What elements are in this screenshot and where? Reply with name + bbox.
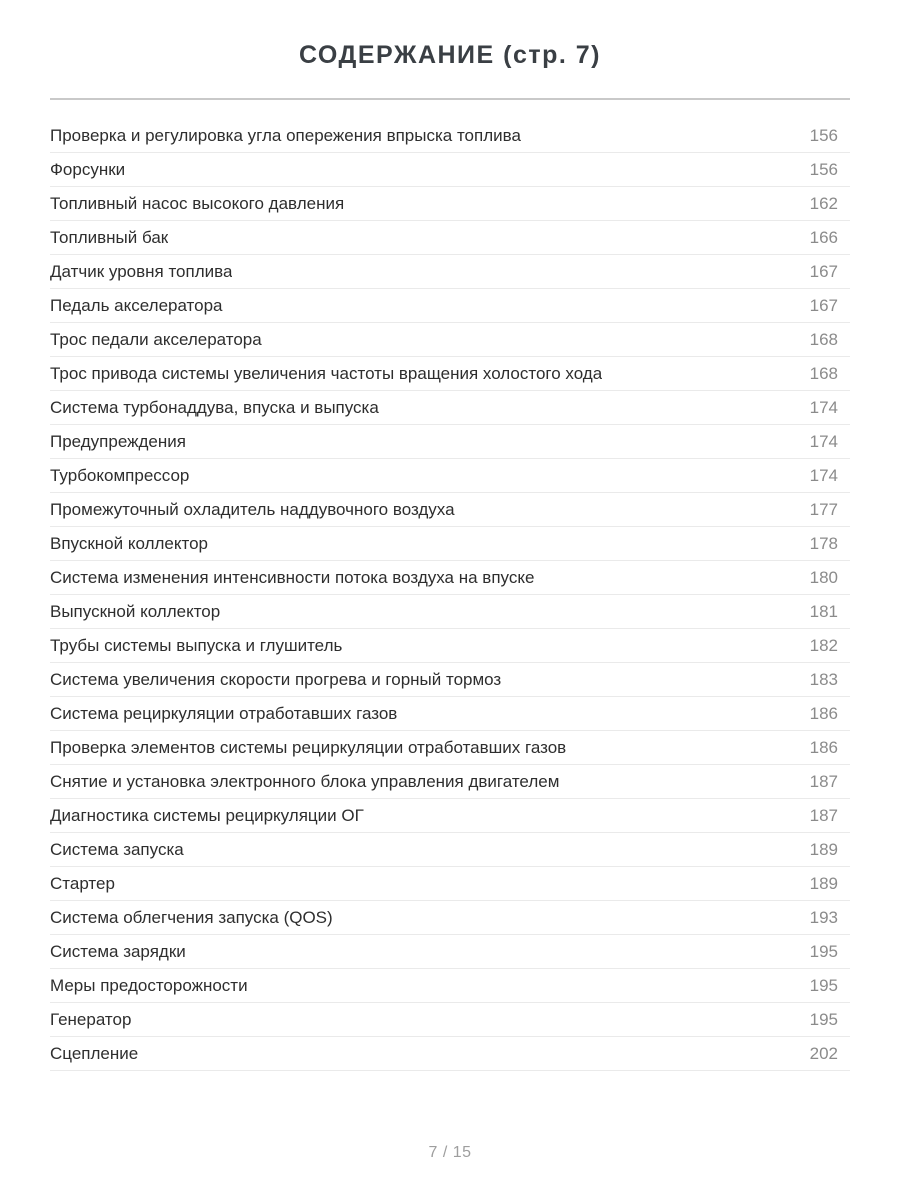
toc-entry[interactable] [50, 595, 850, 629]
toc-entry[interactable] [50, 255, 850, 289]
toc-entry-label: Топливный бак [50, 227, 169, 247]
page-indicator: 7 / 15 [428, 1144, 472, 1161]
toc-entry-page-number: 168 [809, 363, 838, 383]
toc-entry-label: Снятие и установка электронного блока управления двигателем [50, 771, 560, 791]
toc-entry-label: Генератор [50, 1009, 132, 1029]
toc-entry[interactable] [50, 425, 850, 459]
toc-entry-label: Форсунки [50, 159, 126, 179]
toc-entry-page-number: 186 [809, 737, 838, 757]
toc-entry-label: Сцепление [50, 1043, 139, 1063]
toc-entry[interactable] [50, 527, 850, 561]
toc-entry-label: Трос педали акселератора [50, 329, 262, 349]
toc-entry-page-number: 177 [809, 499, 838, 519]
toc-entry-label: Датчик уровня топлива [50, 261, 233, 281]
toc-entry[interactable] [50, 935, 850, 969]
toc-entry[interactable] [50, 323, 850, 357]
toc-entry-page-number: 187 [809, 805, 838, 825]
toc-entry-page-number: 195 [809, 941, 838, 961]
toc-entry-label: Предупреждения [50, 431, 186, 451]
toc-entry-label: Топливный насос высокого давления [50, 193, 345, 213]
toc-entry[interactable] [50, 493, 850, 527]
toc-entry-label: Турбокомпрессор [50, 465, 190, 485]
toc-entry-page-number: 156 [809, 159, 838, 179]
toc-entry-label: Система облегчения запуска (QOS) [50, 907, 333, 927]
toc-entry-label: Система запуска [50, 839, 184, 859]
toc-entry-label: Проверка элементов системы рециркуляции отработавших газов [50, 737, 567, 757]
toc-entry[interactable] [50, 1037, 850, 1071]
toc-entry-page-number: 162 [809, 193, 838, 213]
toc-entry[interactable] [50, 289, 850, 323]
toc-entry-label: Система увеличения скорости прогрева и горный тормоз [50, 669, 502, 689]
toc-entry[interactable] [50, 867, 850, 901]
toc-entry-page-number: 174 [809, 431, 838, 451]
toc-entry-label: Система турбонаддува, впуска и выпуска [50, 397, 379, 417]
toc-entry-page-number: 182 [809, 635, 838, 655]
toc-entry-page-number: 193 [809, 907, 838, 927]
toc-entry[interactable] [50, 901, 850, 935]
toc-list [50, 119, 850, 1071]
page-footer [50, 1144, 850, 1200]
toc-entry-page-number: 189 [809, 839, 838, 859]
toc-entry-page-number: 174 [809, 465, 838, 485]
toc-entry-page-number: 183 [809, 669, 838, 689]
toc-entry[interactable] [50, 391, 850, 425]
toc-entry[interactable] [50, 357, 850, 391]
toc-entry[interactable] [50, 153, 850, 187]
toc-entry-page-number: 178 [809, 533, 838, 553]
toc-entry-page-number: 167 [809, 295, 838, 315]
toc-entry[interactable] [50, 221, 850, 255]
toc-entry[interactable] [50, 629, 850, 663]
toc-entry[interactable] [50, 765, 850, 799]
toc-entry-label: Система рециркуляции отработавших газов [50, 703, 398, 723]
toc-entry-label: Трос привода системы увеличения частоты вращения холостого хода [50, 363, 603, 383]
toc-entry-page-number: 166 [809, 227, 838, 247]
toc-entry[interactable] [50, 187, 850, 221]
toc-entry[interactable] [50, 119, 850, 153]
toc-entry-page-number: 189 [809, 873, 838, 893]
toc-entry-page-number: 202 [809, 1043, 838, 1063]
toc-entry-page-number: 195 [809, 975, 838, 995]
toc-entry-label: Впускной коллектор [50, 533, 208, 553]
title-divider [50, 98, 850, 100]
toc-entry-page-number: 174 [809, 397, 838, 417]
toc-entry-label: Проверка и регулировка угла опережения впрыска топлива [50, 125, 521, 145]
toc-entry-label: Выпускной коллектор [50, 601, 221, 621]
toc-entry-page-number: 181 [809, 601, 838, 621]
toc-entry-label: Диагностика системы рециркуляции ОГ [50, 805, 364, 825]
toc-entry-label: Промежуточный охладитель наддувочного воздуха [50, 499, 455, 519]
toc-entry[interactable] [50, 799, 850, 833]
toc-entry-label: Меры предосторожности [50, 975, 248, 995]
toc-entry-page-number: 168 [809, 329, 838, 349]
toc-entry[interactable] [50, 663, 850, 697]
toc-entry-page-number: 156 [809, 125, 838, 145]
toc-entry-label: Трубы системы выпуска и глушитель [50, 635, 343, 655]
page-header [50, 0, 850, 100]
toc-entry[interactable] [50, 833, 850, 867]
toc-entry-label: Система зарядки [50, 941, 186, 961]
toc-entry-page-number: 167 [809, 261, 838, 281]
toc-entry-page-number: 180 [809, 567, 838, 587]
toc-entry[interactable] [50, 697, 850, 731]
toc-entry[interactable] [50, 459, 850, 493]
page-title: СОДЕРЖАНИЕ (стр. 7) [298, 41, 602, 69]
toc-entry[interactable] [50, 969, 850, 1003]
toc-entry-label: Педаль акселератора [50, 295, 223, 315]
toc-entry[interactable] [50, 731, 850, 765]
toc-entry[interactable] [50, 561, 850, 595]
toc-entry-page-number: 186 [809, 703, 838, 723]
toc-entry-page-number: 195 [809, 1009, 838, 1029]
toc-entry[interactable] [50, 1003, 850, 1037]
toc-entry-label: Система изменения интенсивности потока воздуха на впуске [50, 567, 535, 587]
toc-entry-page-number: 187 [809, 771, 838, 791]
toc-entry-label: Стартер [50, 873, 115, 893]
